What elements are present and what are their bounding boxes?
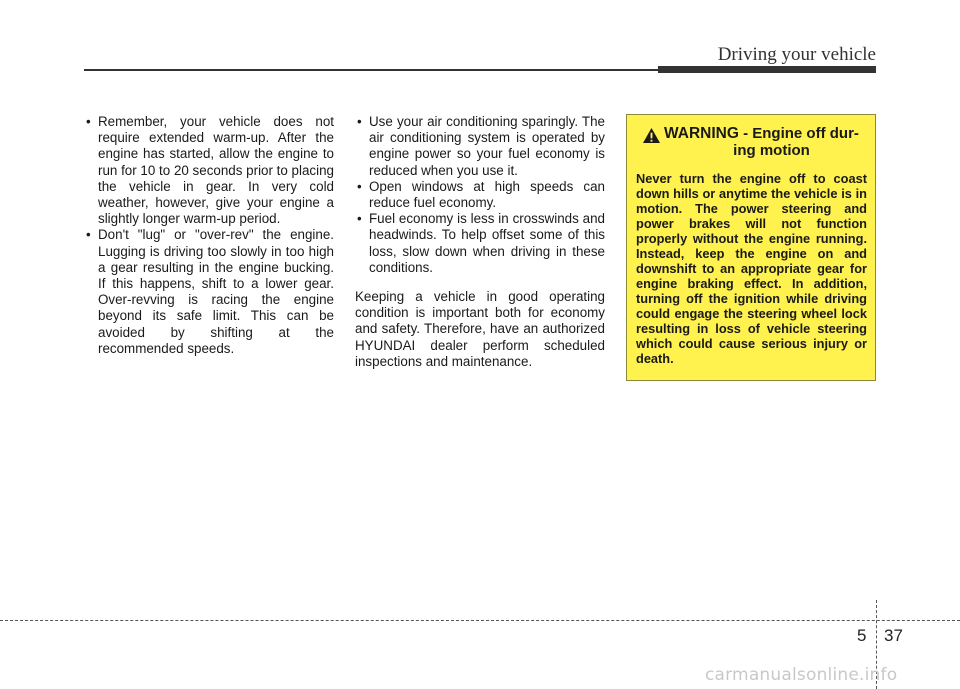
watermark: carmanualsonline.info	[705, 665, 898, 685]
middle-bullet-list	[355, 114, 605, 276]
section-title: Driving your vehicle	[717, 44, 876, 65]
warning-title	[664, 125, 867, 159]
footer-rule	[0, 620, 960, 621]
bullet-lug-over-rev: • Don't "lug" or "over-rev" the engine. Lugging is driving too slowly in too high a gear resulting in the engine bucking. If this happens, shift to a lower gear. Over-revving is racing the engine beyond its safe limit. This can be avoided by shifting at the recommended speeds.	[84, 227, 334, 357]
bullet-air-conditioning: • Use your air conditioning sparingly. The air conditioning system is operated by engine power so your fuel economy is reduced when you use it.	[355, 114, 605, 179]
warning-title-line1: - Engine off dur-	[738, 125, 859, 142]
chapter-number: 5	[857, 626, 867, 645]
warning-keyword: WARNING	[664, 125, 739, 142]
warning-body: Never turn the engine off to coast down hills or anytime the vehicle is in motion. The power steering and power brakes will not function properly without the engine running. Instead, keep the engine on and downshift to an appropriate gear for engine braking effect. In addition, turning off the ignition while driving could engage the steering wheel lock resulting in loss of vehicle steering which could cause serious injury or death.	[636, 171, 867, 366]
warning-box	[626, 114, 876, 381]
bullet-open-windows: • Open windows at high speeds can reduce fuel economy.	[355, 179, 605, 211]
bullet-warm-up: • Remember, your vehicle does not require extended warm-up. After the engine has started, allow the engine to run for 10 to 20 seconds prior to placing the vehicle in gear. In very cold weather, however, give your engine a slightly longer warm-up period.	[84, 114, 334, 227]
left-column	[84, 114, 334, 357]
maintenance-paragraph: Keeping a vehicle in good operating condition is important both for economy and safety. Therefore, have an authorized HYUNDAI dealer perform scheduled inspections and maintenance.	[355, 289, 605, 369]
middle-column	[355, 114, 605, 370]
warning-header	[636, 125, 867, 161]
header-rule-thick	[658, 66, 876, 73]
left-bullet-list	[84, 114, 334, 357]
warning-triangle-icon	[642, 127, 661, 144]
header-rule	[84, 69, 664, 71]
warning-title-line2: ing motion	[733, 142, 810, 159]
page-number: 37	[884, 626, 903, 645]
bullet-crosswinds: • Fuel economy is less in crosswinds and headwinds. To help offset some of this loss, slow down when driving in these conditions.	[355, 211, 605, 276]
